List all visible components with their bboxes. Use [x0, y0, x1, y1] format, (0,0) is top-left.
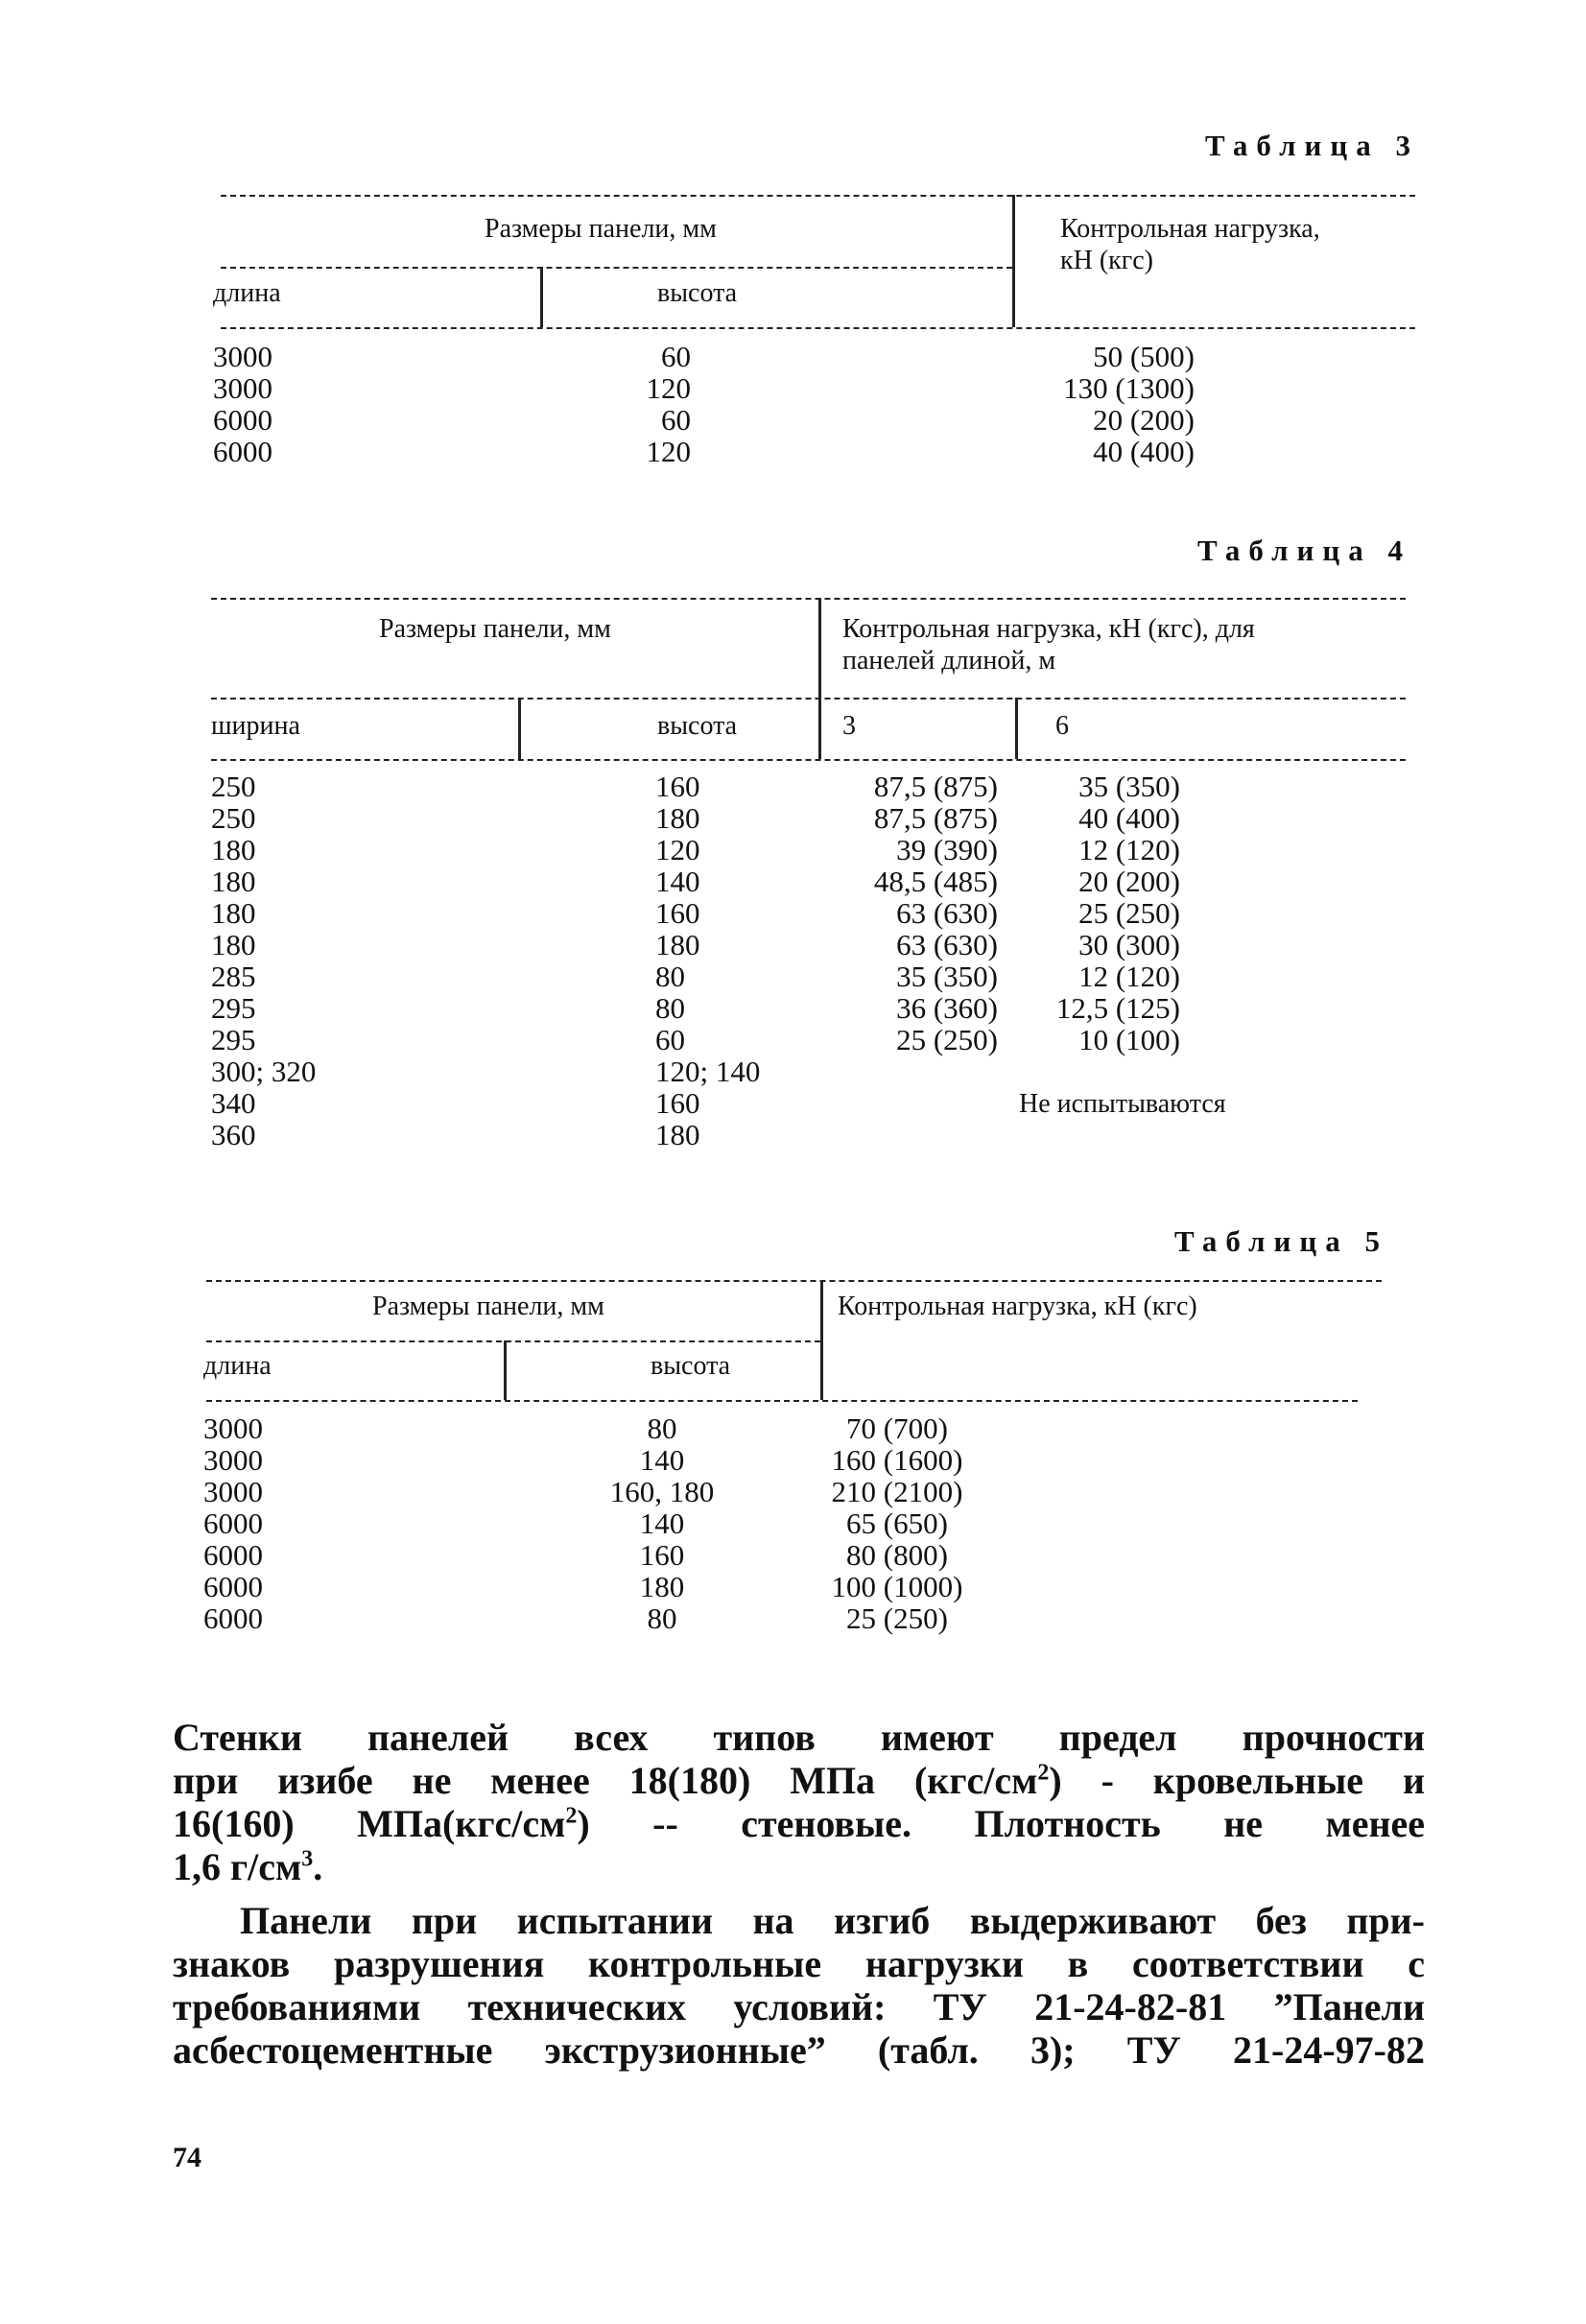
table-cell: 40 (400) [1093, 435, 1195, 468]
table-cell: 80 [655, 991, 685, 1025]
table-cell: 70 (700) [846, 1411, 948, 1445]
table3-subheader-divider [540, 267, 543, 327]
table5-header-bottom-rule [206, 1400, 1358, 1402]
table-cell: 6000 [203, 1538, 263, 1572]
table-cell: 80 [647, 1411, 677, 1445]
paragraph-wall-strength [173, 1716, 1425, 1888]
table-cell: 130 (1300) [1063, 371, 1195, 405]
table-cell: 120 [646, 371, 691, 405]
table-cell: 140 [655, 865, 700, 898]
table5-size-group-header: Размеры панели, мм [372, 1292, 604, 1321]
table4-size-group-header: Размеры панели, мм [379, 614, 611, 644]
text-line: асбестоцементные экструзионные” (табл. 3); ТУ 21-24-97-82 [173, 2028, 1425, 2072]
table-cell: 210 (2100) [831, 1475, 963, 1508]
table-cell: 3000 [203, 1475, 263, 1508]
table4-subheader-divider [518, 698, 521, 759]
table-cell: 12 (120) [1078, 833, 1180, 866]
table-cell: 160 [655, 1086, 700, 1120]
table5-length-column [203, 1412, 263, 1634]
table-cell: 48,5 (485) [873, 865, 998, 898]
table-cell: 250 [211, 801, 256, 835]
table3-height-column [614, 341, 691, 467]
table-cell: 87,5 (875) [873, 801, 998, 835]
table-cell: 63 (630) [896, 928, 998, 961]
table-cell: 100 (1000) [831, 1570, 963, 1603]
table3-header-divider [1012, 195, 1015, 327]
table-cell: 60 [655, 1023, 685, 1056]
table5-caption: Таблица 5 [1174, 1224, 1388, 1258]
table5-header-divider [820, 1280, 823, 1400]
table-cell: 80 (800) [846, 1538, 948, 1572]
text-line: требованиями технических условий: ТУ 21-24-82-81 ”Панели [173, 1985, 1425, 2028]
table-cell: 180 [655, 928, 700, 961]
table5-height-column [595, 1412, 729, 1634]
table-cell: 285 [211, 960, 256, 993]
table-cell: 87,5 (875) [873, 770, 998, 803]
table-cell: 180 [655, 801, 700, 835]
table4-length-divider [1015, 698, 1018, 759]
table-cell: 3000 [203, 1411, 263, 1445]
table4-not-tested-note: Не испытываются [1019, 1089, 1226, 1119]
table3-load-header-line2: кН (кгс) [1060, 246, 1153, 275]
table3-caption: Таблица 3 [1205, 129, 1419, 162]
table4-load6-column [1041, 771, 1180, 1055]
table-cell: 180 [211, 928, 256, 961]
table4-width-header: ширина [211, 711, 300, 741]
table-cell: 295 [211, 991, 256, 1025]
table3-load-header-line1: Контрольная нагрузка, [1060, 214, 1320, 244]
table5-load-header: Контрольная нагрузка, кН (кгс) [838, 1292, 1197, 1321]
table-cell: 160 (1600) [831, 1443, 963, 1477]
table-cell: 80 [655, 960, 685, 993]
table-cell: 180 [211, 833, 256, 866]
table-cell: 50 (500) [1093, 340, 1195, 373]
table-cell: 6000 [203, 1506, 263, 1540]
table4-load-header-line1: Контрольная нагрузка, кН (кгс), для [842, 614, 1255, 644]
table-cell: 160 [639, 1538, 685, 1572]
table-cell: 3000 [213, 371, 272, 405]
table3-length-header: длина [213, 278, 281, 308]
table4-height-column [655, 771, 760, 1150]
table-cell: 250 [211, 770, 256, 803]
table-cell: 60 [661, 403, 691, 437]
table-cell: 25 (250) [896, 1023, 998, 1056]
text-line: при изибе не менее 18(180) МПа $(кгс/см^2)$ - кровельные и [173, 1759, 1426, 1802]
table5-length-header: длина [203, 1351, 272, 1381]
table-cell: 180 [655, 1118, 700, 1151]
table-cell: 35 (350) [896, 960, 998, 993]
table-cell: 160, 180 [609, 1475, 715, 1508]
table3-height-header: высота [657, 278, 738, 308]
table5-sub-rule [206, 1340, 820, 1342]
table-cell: 140 [639, 1443, 685, 1477]
table-cell: 160 [655, 770, 700, 803]
table4-load3-column [825, 771, 998, 1055]
table4-length3-header: 3 [842, 711, 856, 741]
table-cell: 180 [639, 1570, 685, 1603]
table4-top-rule [211, 598, 1406, 600]
table-cell: 120; 140 [655, 1055, 761, 1088]
table3-length-column [213, 341, 272, 467]
table5-height-header: высота [651, 1351, 731, 1381]
table-cell: 180 [211, 896, 256, 930]
table4-load-header-line2: панелей длиной, м [842, 646, 1056, 676]
table-cell: 39 (390) [896, 833, 998, 866]
table-cell: 65 (650) [846, 1506, 948, 1540]
table-cell: 3000 [213, 340, 272, 373]
table3-load-column [998, 341, 1195, 467]
text-line: Панели при испытании на изгиб выдерживают без при- [240, 1899, 1425, 1942]
table-cell: 160 [655, 896, 700, 930]
table-cell: 40 (400) [1078, 801, 1180, 835]
table-cell: 60 [661, 340, 691, 373]
table5-top-rule [206, 1280, 1382, 1282]
table4-header-bottom-rule [211, 759, 1406, 761]
table4-sub-rule [211, 698, 1406, 700]
table-cell: 12,5 (125) [1055, 991, 1180, 1025]
table-cell: 120 [655, 833, 700, 866]
table-cell: 25 (250) [846, 1601, 948, 1635]
table-cell: 120 [646, 435, 691, 468]
table-cell: 36 (360) [896, 991, 998, 1025]
text-line: 1,6 $г/см^3$. [173, 1845, 323, 1888]
table-cell: 20 (200) [1093, 403, 1195, 437]
table-cell: 6000 [203, 1570, 263, 1603]
table3-sub-rule [221, 267, 1012, 269]
text-line: 16(160) $МПа(кгс/см^2)$ -- стеновые. Плотность не менее [173, 1802, 1425, 1845]
text-line: Стенки панелей всех типов имеют предел прочности [173, 1716, 1425, 1759]
table4-height-header: высота [657, 711, 738, 741]
table-cell: 340 [211, 1086, 256, 1120]
table-cell: 12 (120) [1078, 960, 1180, 993]
table4-header-divider [818, 598, 821, 759]
table4-length6-header: 6 [1055, 711, 1069, 741]
table3-top-rule [221, 195, 1415, 197]
table-cell: 10 (100) [1078, 1023, 1180, 1056]
table5-load-column [806, 1412, 988, 1634]
table-cell: 30 (300) [1078, 928, 1180, 961]
table-cell: 6000 [203, 1601, 263, 1635]
table-cell: 25 (250) [1078, 896, 1180, 930]
table5-subheader-divider [504, 1340, 507, 1400]
table-cell: 300; 320 [211, 1055, 317, 1088]
table4-width-column [211, 771, 316, 1150]
table-cell: 20 (200) [1078, 865, 1180, 898]
table-cell: 80 [647, 1601, 677, 1635]
table-cell: 63 (630) [896, 896, 998, 930]
table4-caption: Таблица 4 [1197, 534, 1411, 567]
text-line: знаков разрушения контрольные нагрузки в соответствии с [173, 1942, 1425, 1985]
paragraph-bending-test [173, 1899, 1425, 2072]
table-cell: 360 [211, 1118, 256, 1151]
table-cell: 6000 [213, 435, 272, 468]
table-cell: 3000 [203, 1443, 263, 1477]
table-cell: 140 [639, 1506, 685, 1540]
table3-size-group-header: Размеры панели, мм [485, 214, 717, 244]
page-number: 74 [173, 2142, 201, 2173]
table-cell: 180 [211, 865, 256, 898]
table-cell: 295 [211, 1023, 256, 1056]
table-cell: 35 (350) [1078, 770, 1180, 803]
table3-header-bottom-rule [221, 327, 1415, 329]
table-cell: 6000 [213, 403, 272, 437]
